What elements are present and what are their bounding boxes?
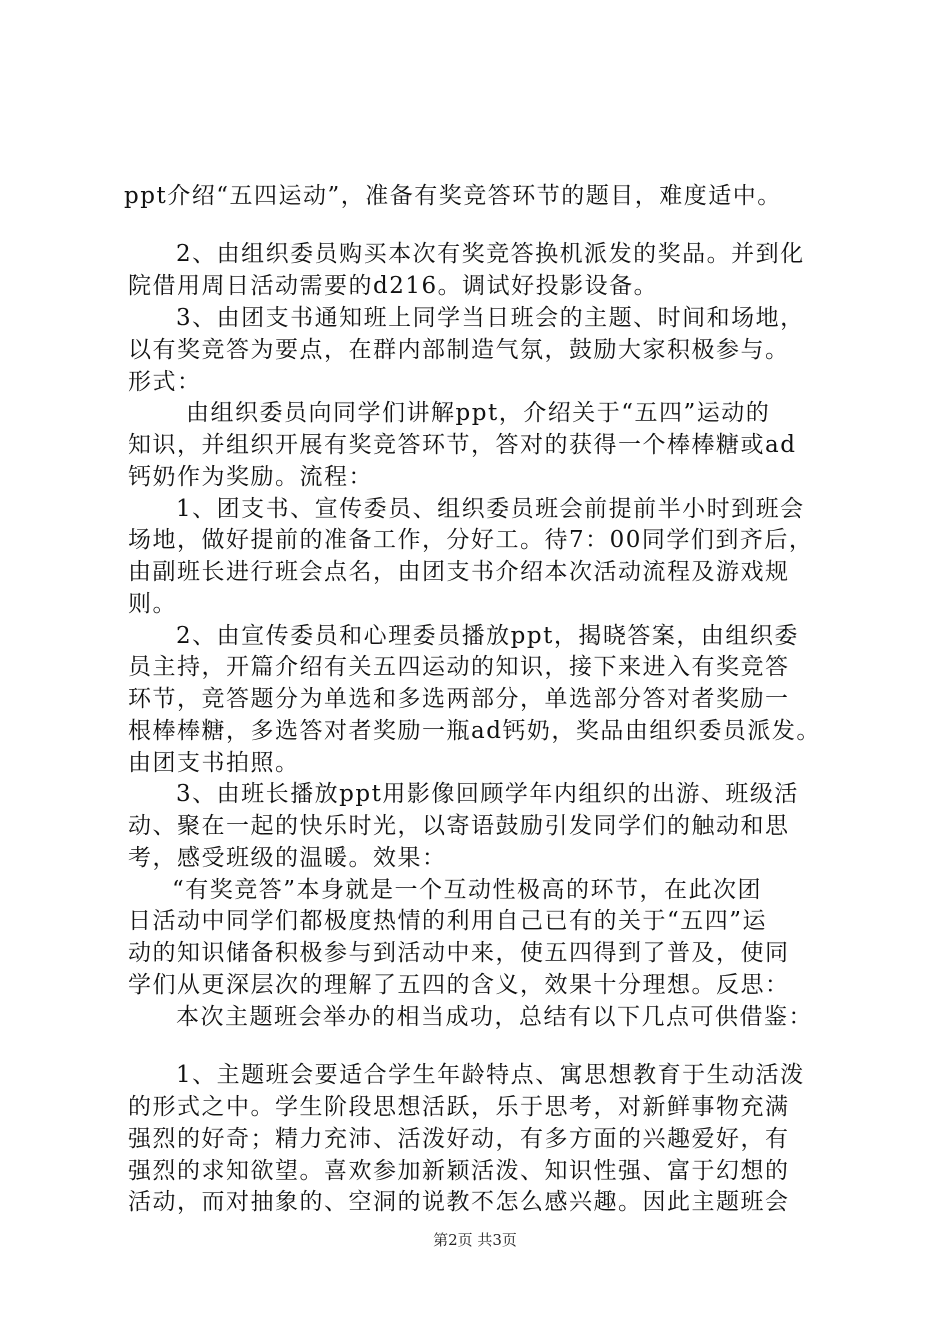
- text-line: 环节，竞答题分为单选和多选两部分，单选部分答对者奖励一: [128, 686, 790, 712]
- text-line: 院借用周日活动需要的d216。调试好投影设备。: [128, 273, 659, 299]
- text-line: 2、由宣传委员和心理委员播放ppt，揭晓答案，由组织委: [176, 623, 799, 649]
- text-line: 员主持，开篇介绍有关五四运动的知识，接下来进入有奖竞答: [128, 654, 790, 680]
- text-line: 场地，做好提前的准备工作，分好工。待7：00同学们到齐后，: [128, 527, 814, 553]
- text-line: 强烈的求知欲望。喜欢参加新颖活泼、知识性强、富于幻想的: [128, 1158, 790, 1184]
- text-line: 1、主题班会要适合学生年龄特点、寓思想教育于生动活泼: [176, 1062, 805, 1088]
- text-line: 2、由组织委员购买本次有奖竞答换机派发的奖品。并到化: [176, 241, 805, 267]
- text-line: 形式：: [128, 369, 202, 395]
- text-line: 以有奖竞答为要点，在群内部制造气氛，鼓励大家积极参与。: [128, 337, 790, 363]
- text-line: ppt介绍“五四运动”，准备有奖竞答环节的题目，难度适中。: [124, 183, 782, 209]
- text-line: 3、由团支书通知班上同学当日班会的主题、时间和场地，: [176, 305, 805, 331]
- text-line: 学们从更深层次的理解了五四的含义，效果十分理想。反思：: [128, 972, 790, 998]
- text-line: 1、团支书、宣传委员、组织委员班会前提前半小时到班会: [176, 496, 805, 522]
- text-line: 知识，并组织开展有奖竞答环节，答对的获得一个棒棒糖或ad: [128, 432, 797, 458]
- text-line: 本次主题班会举办的相当成功，总结有以下几点可供借鉴：: [176, 1004, 813, 1030]
- text-line: 根棒棒糖，多选答对者奖励一瓶ad钙奶，奖品由组织委员派发。: [128, 718, 821, 744]
- text-line: 的形式之中。学生阶段思想活跃，乐于思考，对新鲜事物充满: [128, 1094, 790, 1120]
- text-line: 动的知识储备积极参与到活动中来，使五四得到了普及，使同: [128, 940, 790, 966]
- text-line: 由团支书拍照。: [128, 750, 300, 776]
- text-line: “有奖竞答”本身就是一个互动性极高的环节，在此次团: [172, 877, 763, 903]
- text-line: 则。: [128, 591, 177, 617]
- text-line: 日活动中同学们都极度热情的利用自己已有的关于“五四”运: [128, 908, 768, 934]
- text-line: 动、聚在一起的快乐时光，以寄语鼓励引发同学们的触动和思: [128, 813, 790, 839]
- text-line: 钙奶作为奖励。流程：: [128, 464, 373, 490]
- page-number: 第2页 共3页: [433, 1231, 517, 1249]
- text-line: 由副班长进行班会点名，由团支书介绍本次活动流程及游戏规: [128, 559, 790, 585]
- text-line: 考，感受班级的温暖。效果：: [128, 845, 447, 871]
- text-line: 强烈的好奇；精力充沛、活泼好动，有多方面的兴趣爱好，有: [128, 1126, 790, 1152]
- text-line: 由组织委员向同学们讲解ppt，介绍关于“五四”运动的: [186, 400, 771, 426]
- text-line: 活动，而对抽象的、空洞的说教不怎么感兴趣。因此主题班会: [128, 1189, 790, 1215]
- text-line: 3、由班长播放ppt用影像回顾学年内组织的出游、班级活: [176, 781, 799, 807]
